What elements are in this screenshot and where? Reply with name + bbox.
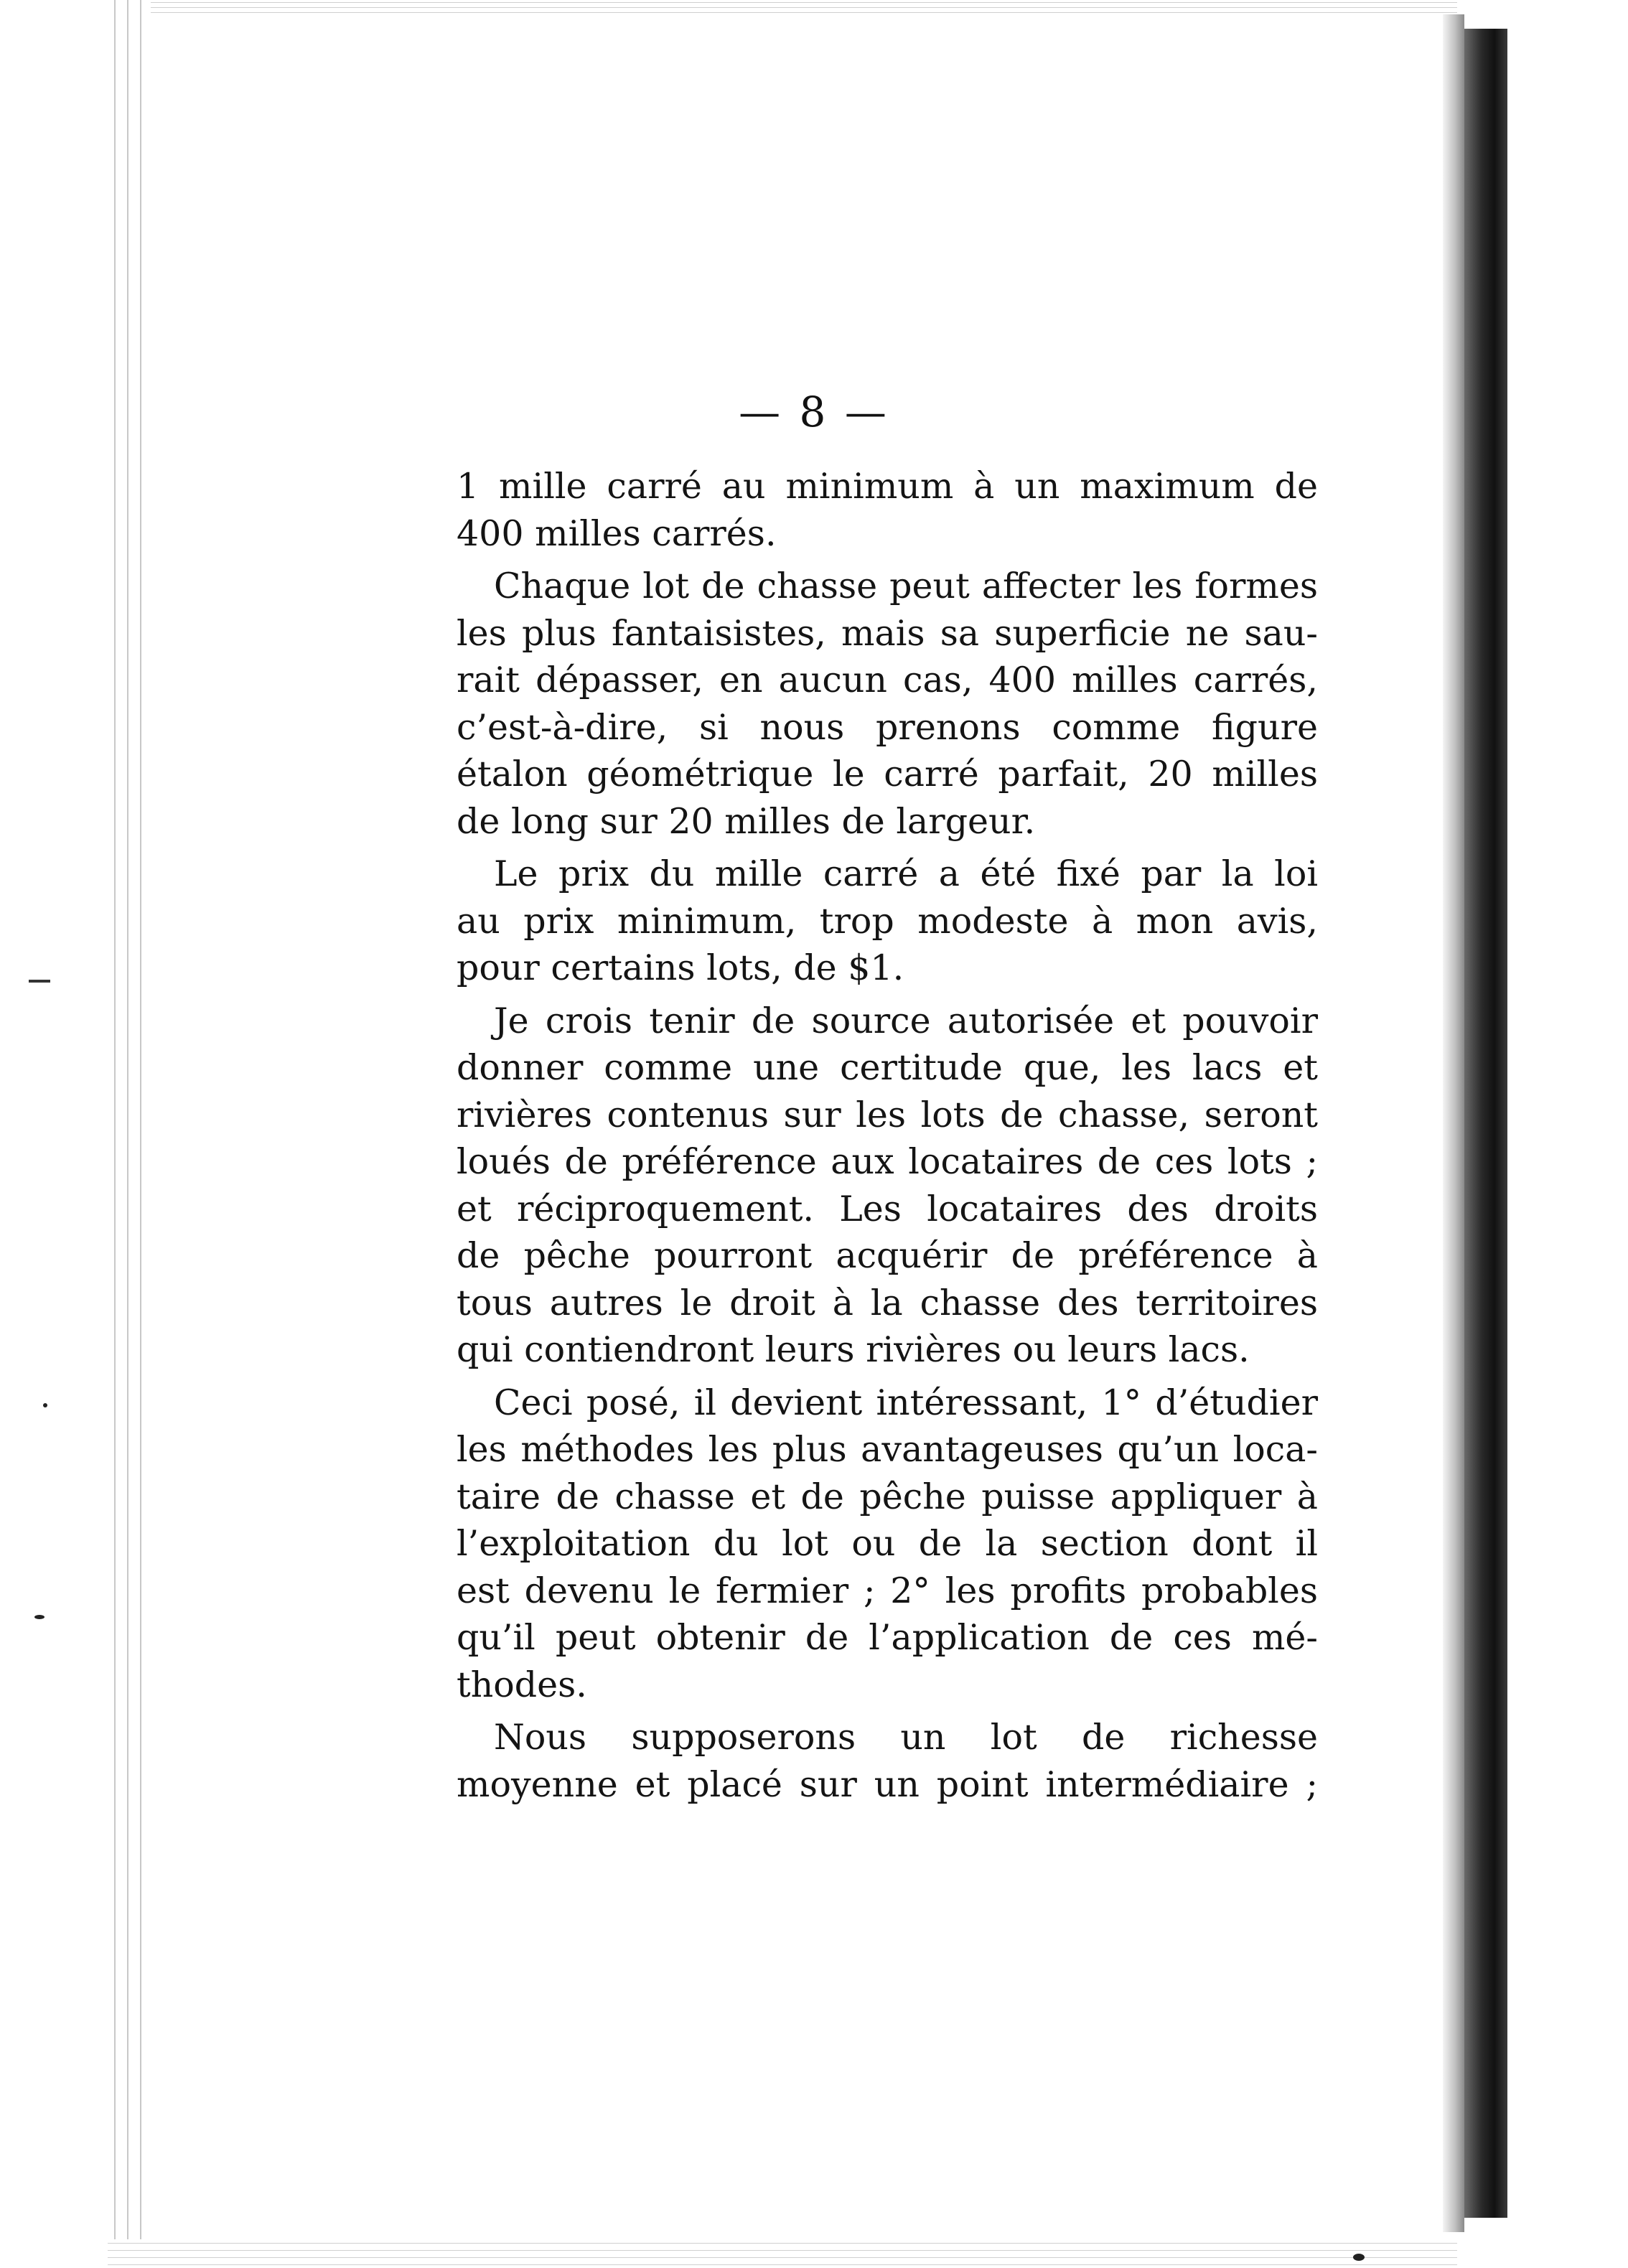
body-text [457,463,1318,1808]
text-line: et réciproquement. Les locataires des droits [457,1188,1318,1229]
text-line: est devenu le fermier ; 2° les profits probables [457,1570,1318,1611]
margin-speck [1353,2254,1365,2261]
text-line: 1 mille carré au minimum à un maximum de [457,466,1318,507]
text-line: l’exploitation du lot ou de la section dont il [457,1523,1318,1564]
paragraph-2 [457,563,1318,845]
text-line: qui contiendront leurs rivières ou leurs lacs. [457,1329,1250,1370]
text-line: moyenne et placé sur un point intermédiaire ; [457,1763,1318,1805]
text-line: donner comme une certitude que, les lacs et [457,1047,1318,1088]
text-line: Le prix du mille carré a été fixé par la loi [494,853,1318,894]
text-line: Chaque lot de chasse peut affecter les formes [494,566,1318,606]
book-fore-edge [1443,14,1464,2232]
text-line: au prix minimum, trop modeste à mon avis, [457,900,1318,942]
text-line: étalon géométrique le carré parfait, 20 milles [457,754,1318,795]
text-line: thodes. [457,1664,587,1705]
text-line: Nous supposerons un lot de richesse [494,1717,1318,1758]
text-line: loués de préférence aux locataires de ces lots ; [457,1141,1318,1182]
text-line: les plus fantaisistes, mais sa superficie ne sau- [457,612,1318,654]
text-line: c’est-à-dire, si nous prenons comme figure [457,706,1318,748]
margin-speck [43,1403,47,1407]
page-stack-bottom-edge [108,2239,1457,2268]
margin-speck [34,1615,45,1619]
page-stack-left-edge [108,0,151,2268]
paragraph-1 [457,463,1318,557]
paragraph-5 [457,1379,1318,1709]
text-line: les méthodes les plus avantageuses qu’un loca- [457,1429,1318,1470]
text-line: pour certains lots, de $1. [457,947,904,988]
text-line: tous autres le droit à la chasse des territoires [457,1282,1318,1323]
page-number: — 8 — [739,388,889,436]
paragraph-6 [457,1714,1318,1808]
text-line: de pêche pourront acquérir de préférence à [457,1235,1318,1276]
paragraph-4 [457,998,1318,1374]
text-line: Ceci posé, il devient intéressant, 1° d’étudier [494,1382,1318,1423]
text-line: qu’il peut obtenir de l’application de ces mé- [457,1617,1318,1658]
text-line: taire de chasse et de pêche puisse appliquer à [457,1476,1318,1517]
margin-speck [29,980,50,983]
text-line: Je crois tenir de source autorisée et pouvoir [494,1000,1318,1041]
book-spine-shadow [1464,29,1507,2218]
text-line: rivières contenus sur les lots de chasse, seront [457,1094,1318,1135]
text-line: de long sur 20 milles de largeur. [457,800,1036,842]
text-line: rait dépasser, en aucun cas, 400 milles carrés, [457,660,1318,700]
page-stack-top-edge [108,0,1457,16]
text-line: 400 milles carrés. [457,512,777,554]
paragraph-3 [457,851,1318,992]
